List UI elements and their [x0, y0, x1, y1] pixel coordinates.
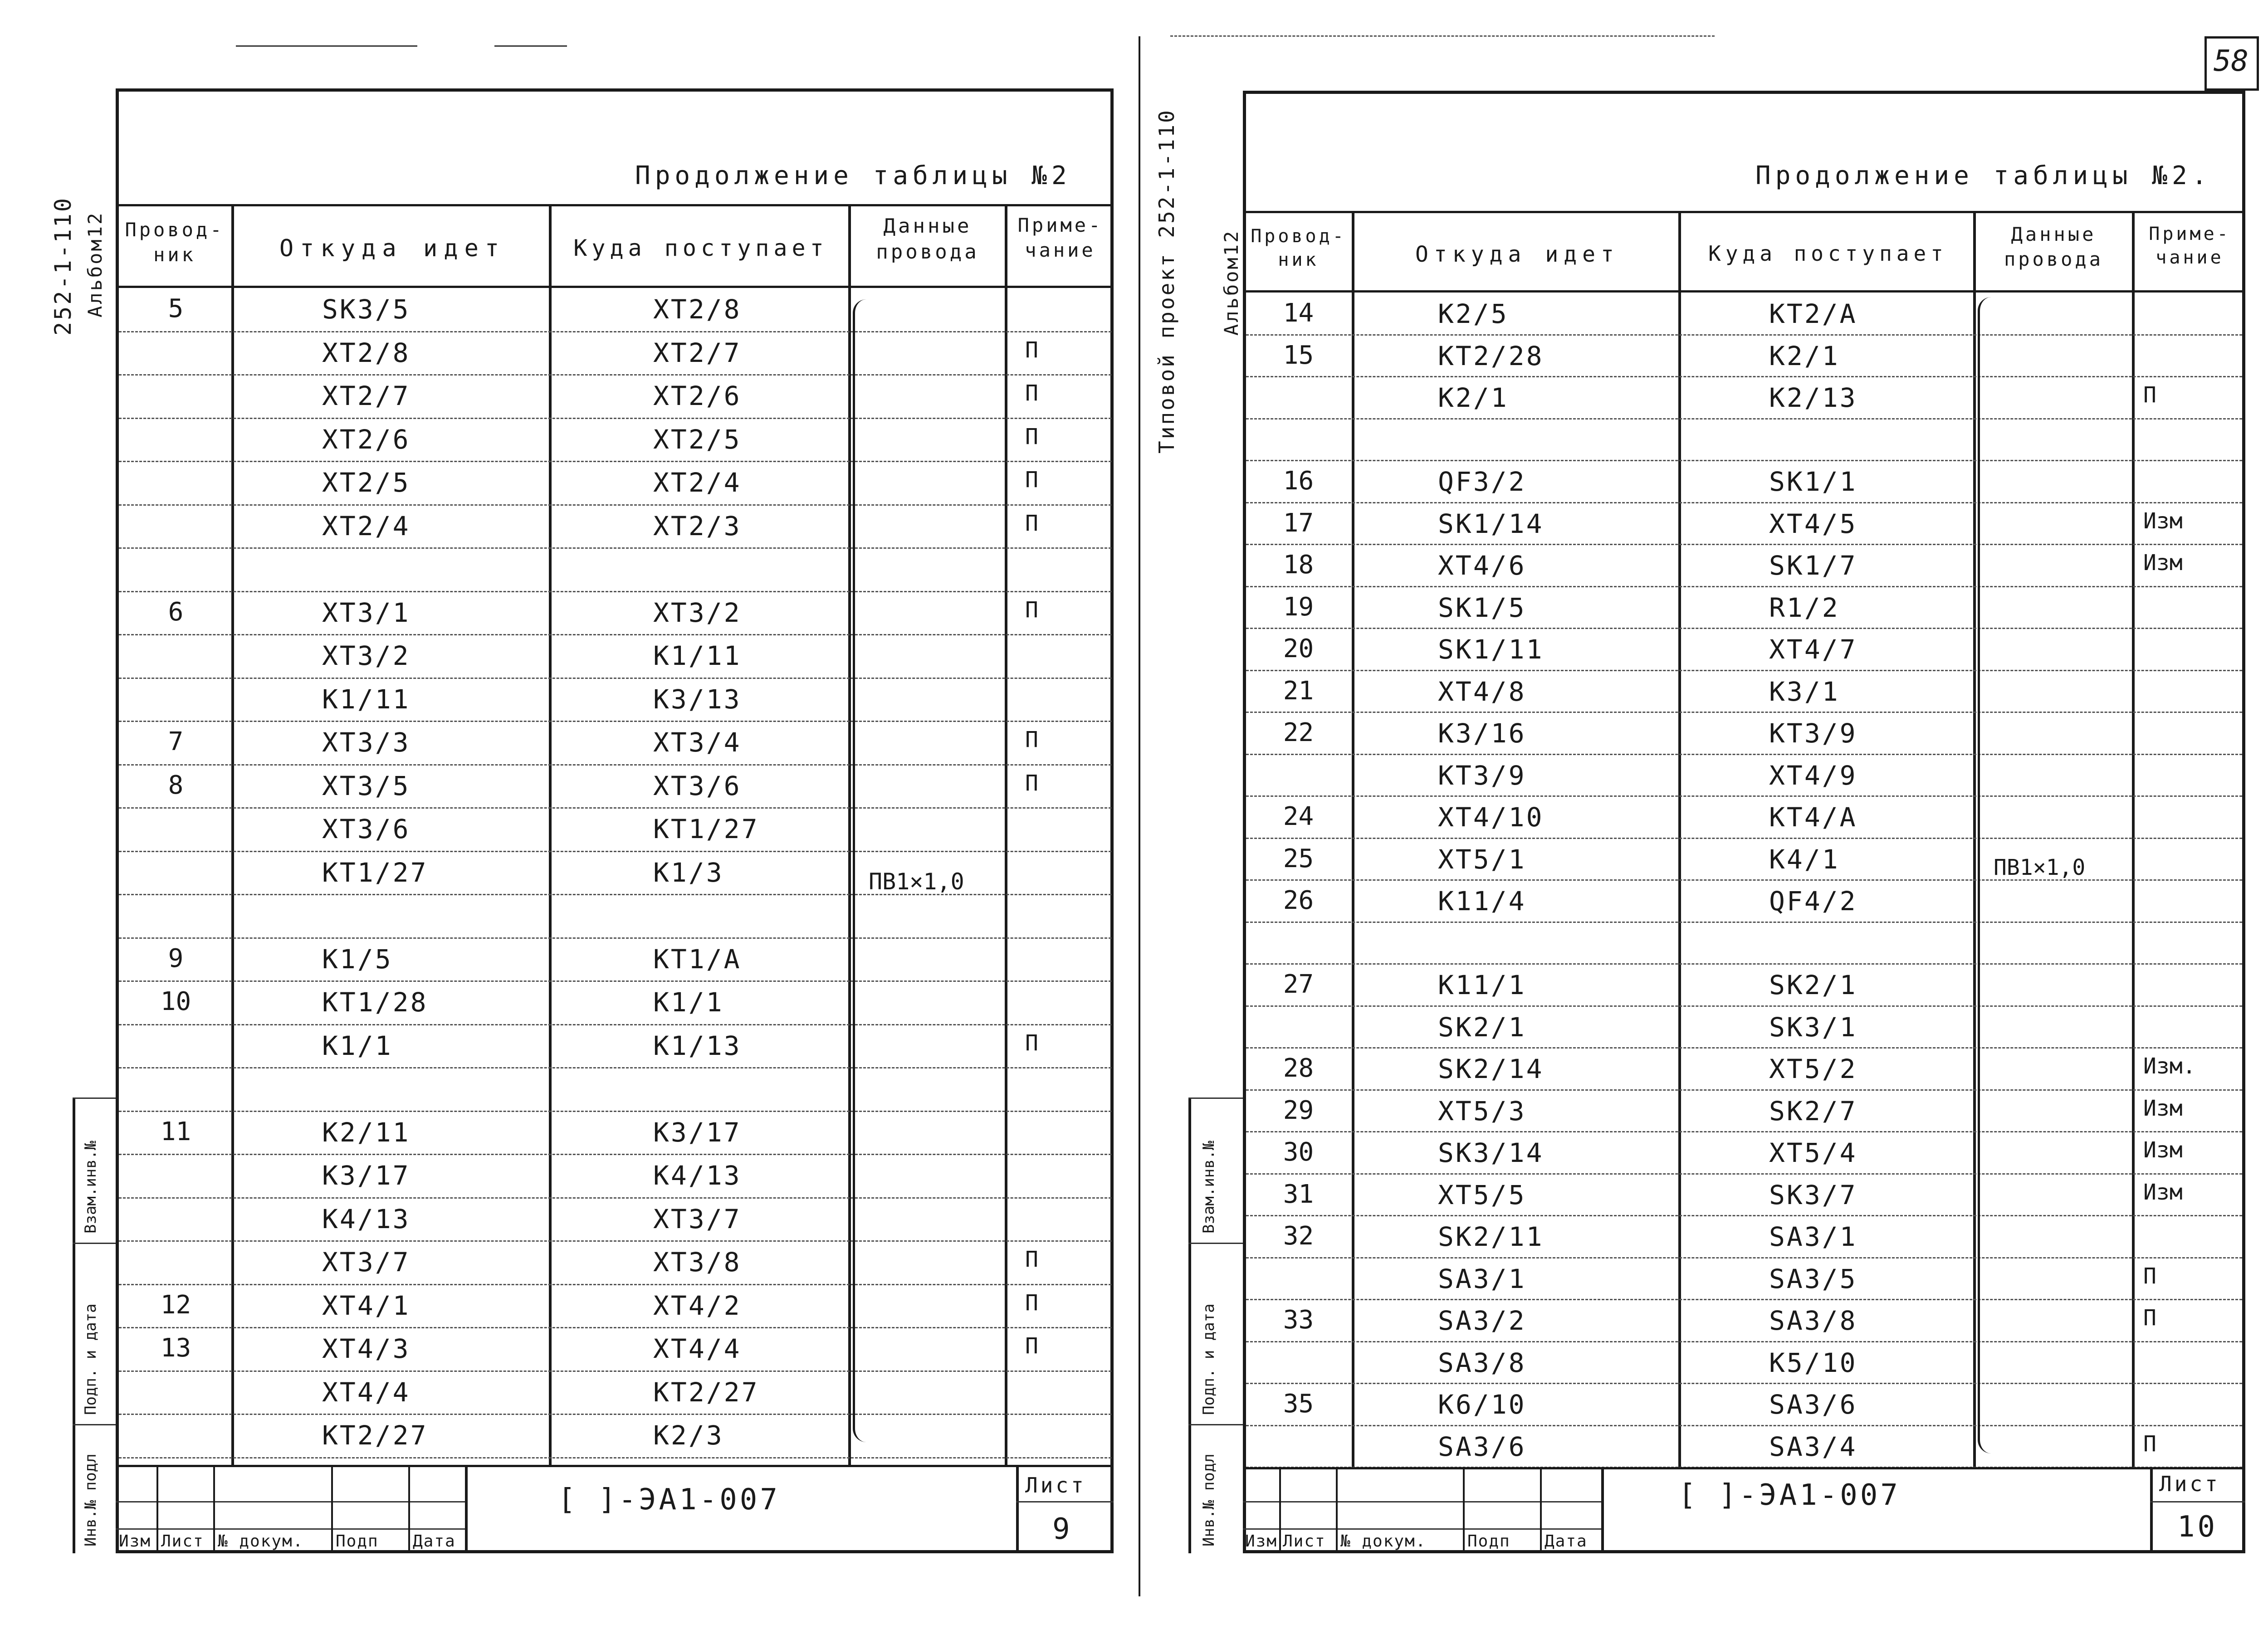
to-terminal: XT4/9 — [1769, 760, 1857, 791]
wire-number: 22 — [1283, 718, 1314, 747]
from-terminal: K2/11 — [322, 1117, 411, 1148]
right-wire-data: ПВ1×1,0 — [1994, 855, 2086, 880]
to-terminal: KT1/A — [653, 943, 742, 975]
wire-number: 29 — [1283, 1095, 1314, 1125]
wire-number: 31 — [1283, 1179, 1314, 1209]
left-tb-sheet: Лист — [161, 1532, 204, 1551]
note-mark: П — [1025, 510, 1038, 536]
right-tb-date: Дата — [1545, 1532, 1588, 1551]
from-terminal: XT3/2 — [322, 640, 411, 671]
note-mark: П — [1025, 424, 1038, 449]
left-tb-change: Изм — [119, 1532, 152, 1551]
wire-number: 12 — [160, 1290, 191, 1320]
wire-number: 10 — [160, 987, 191, 1016]
right-side-album: Альбом12 — [1220, 229, 1242, 336]
right-header-data: Данные провода — [2004, 223, 2103, 270]
to-terminal: SK2/1 — [1769, 970, 1857, 1000]
wire-number: 6 — [168, 597, 184, 627]
note-mark: П — [2143, 1305, 2156, 1331]
note-mark: П — [1025, 1030, 1038, 1056]
wire-number: 35 — [1283, 1389, 1314, 1419]
wire-number: 20 — [1283, 634, 1314, 663]
from-terminal: K4/13 — [322, 1203, 411, 1234]
from-terminal: K11/1 — [1438, 970, 1526, 1000]
to-terminal: KT1/27 — [653, 814, 759, 844]
from-terminal: SA3/2 — [1438, 1305, 1526, 1336]
wire-number: 24 — [1283, 802, 1314, 831]
to-terminal: SA3/8 — [1769, 1305, 1857, 1336]
from-terminal: K1/1 — [322, 1030, 393, 1061]
to-terminal: XT2/5 — [653, 424, 742, 455]
left-stamp-sign: Подп. и дата — [82, 1303, 100, 1415]
right-header-note: Приме-чание — [2149, 224, 2231, 268]
right-sheet-number: 10 — [2177, 1510, 2218, 1544]
to-terminal: KT4/A — [1769, 802, 1857, 833]
left-frame — [116, 88, 1114, 1553]
note-mark: П — [1025, 467, 1038, 493]
from-terminal: XT3/3 — [322, 727, 411, 758]
from-terminal: SA3/8 — [1438, 1347, 1526, 1378]
from-terminal: SK1/5 — [1438, 592, 1526, 623]
to-terminal: XT3/4 — [653, 727, 742, 758]
from-terminal: XT3/1 — [322, 597, 411, 628]
from-terminal: XT4/1 — [322, 1290, 411, 1321]
right-tb-sign: Подп — [1467, 1532, 1510, 1551]
note-mark: Изм — [2143, 1095, 2183, 1121]
wire-number: 17 — [1283, 508, 1314, 538]
from-terminal: XT2/8 — [322, 337, 411, 368]
wire-number: 19 — [1283, 592, 1314, 622]
to-terminal: SA3/5 — [1769, 1263, 1857, 1294]
from-terminal: SK2/14 — [1438, 1054, 1544, 1084]
to-terminal: XT4/2 — [653, 1290, 742, 1321]
to-terminal: SA3/4 — [1769, 1431, 1857, 1462]
from-terminal: K1/11 — [322, 683, 411, 715]
to-terminal: K4/1 — [1769, 844, 1840, 875]
to-terminal: SK1/7 — [1769, 550, 1857, 581]
note-mark: П — [1025, 380, 1038, 406]
to-terminal: K3/1 — [1769, 676, 1840, 707]
note-mark: П — [2143, 382, 2156, 408]
wire-number: 14 — [1283, 298, 1314, 328]
to-terminal: R1/2 — [1769, 592, 1840, 623]
wire-number: 26 — [1283, 886, 1314, 915]
left-sheet-number: 9 — [1052, 1512, 1073, 1546]
from-terminal: XT3/5 — [322, 770, 411, 801]
to-terminal: K1/3 — [653, 857, 724, 888]
to-terminal: KT2/27 — [653, 1376, 759, 1408]
to-terminal: K2/13 — [1769, 382, 1857, 413]
wire-number: 27 — [1283, 970, 1314, 999]
right-side-code: Типовой проект 252-1-110 — [1154, 108, 1179, 454]
wire-number: 16 — [1283, 466, 1314, 496]
from-terminal: XT4/4 — [322, 1376, 411, 1408]
wire-number: 33 — [1283, 1305, 1314, 1335]
to-terminal: K5/10 — [1769, 1347, 1857, 1378]
note-mark: П — [1025, 597, 1038, 623]
left-header-note: Приме-чание — [1017, 214, 1103, 261]
wire-number: 11 — [160, 1117, 191, 1146]
to-terminal: XT4/7 — [1769, 634, 1857, 665]
from-terminal: XT4/10 — [1438, 802, 1544, 833]
left-header-wire: Провод-ник — [125, 219, 225, 266]
from-terminal: XT2/5 — [322, 467, 411, 498]
right-stamp-sign: Подп. и дата — [1200, 1303, 1218, 1415]
from-terminal: KT2/28 — [1438, 340, 1544, 371]
to-terminal: XT2/3 — [653, 510, 742, 541]
left-header-data: Данные провода — [876, 215, 979, 264]
from-terminal: XT2/7 — [322, 380, 411, 411]
wire-number: 30 — [1283, 1137, 1314, 1167]
from-terminal: XT5/1 — [1438, 844, 1526, 875]
from-terminal: KT2/27 — [322, 1420, 428, 1451]
wire-number: 15 — [1283, 340, 1314, 370]
wire-number: 21 — [1283, 676, 1314, 706]
to-terminal: XT2/4 — [653, 467, 742, 498]
from-terminal: SK2/11 — [1438, 1221, 1544, 1252]
wire-number: 8 — [168, 770, 184, 800]
from-terminal: XT3/6 — [322, 814, 411, 844]
to-terminal: XT2/8 — [653, 294, 742, 325]
right-header-from: Откуда идет — [1415, 242, 1619, 267]
from-terminal: SK2/1 — [1438, 1011, 1526, 1043]
right-header-to: Куда поступает — [1708, 241, 1948, 266]
to-terminal: SK3/7 — [1769, 1179, 1857, 1210]
to-terminal: SK2/7 — [1769, 1095, 1857, 1127]
left-sheet-label: Лист — [1025, 1473, 1086, 1497]
from-terminal: K2/5 — [1438, 298, 1509, 329]
from-terminal: KT3/9 — [1438, 760, 1526, 791]
wire-number: 5 — [168, 294, 184, 323]
to-terminal: SA3/6 — [1769, 1389, 1857, 1420]
to-terminal: XT5/4 — [1769, 1137, 1857, 1168]
right-header-wire: Провод-ник — [1251, 226, 1346, 270]
right-sheet-label: Лист — [2159, 1472, 2220, 1496]
note-mark: П — [1025, 1333, 1038, 1359]
from-terminal: K6/10 — [1438, 1389, 1526, 1420]
to-terminal: K3/17 — [653, 1117, 742, 1148]
to-terminal: XT3/7 — [653, 1203, 742, 1234]
to-terminal: XT4/4 — [653, 1333, 742, 1364]
left-header-to: Куда поступает — [573, 235, 828, 261]
left-stamp-inv: Инв.№ подл — [82, 1454, 100, 1546]
from-terminal: XT2/6 — [322, 424, 411, 455]
note-mark: Изм — [2143, 1179, 2183, 1205]
from-terminal: SK1/11 — [1438, 634, 1544, 665]
wire-number: 32 — [1283, 1221, 1314, 1251]
from-terminal: K3/17 — [322, 1160, 411, 1191]
from-terminal: K2/1 — [1438, 382, 1509, 413]
wire-number: 28 — [1283, 1054, 1314, 1083]
to-terminal: K2/3 — [653, 1420, 724, 1451]
wire-number: 9 — [168, 943, 184, 973]
left-wire-data: ПВ1×1,0 — [869, 868, 964, 895]
from-terminal: QF3/2 — [1438, 466, 1526, 497]
from-terminal: XT3/7 — [322, 1247, 411, 1278]
from-terminal: K3/16 — [1438, 718, 1526, 749]
note-mark: П — [1025, 1247, 1038, 1272]
to-terminal: XT3/2 — [653, 597, 742, 628]
wire-number: 13 — [160, 1333, 191, 1363]
note-mark: Изм — [2143, 1137, 2183, 1163]
from-terminal: SK1/14 — [1438, 508, 1544, 539]
note-mark: П — [1025, 1290, 1038, 1316]
from-terminal: KT1/27 — [322, 857, 428, 888]
note-mark: Изм — [2143, 550, 2183, 576]
right-stamp-inv: Инв.№ подл — [1200, 1454, 1218, 1546]
note-mark: П — [2143, 1263, 2156, 1289]
to-terminal: XT2/7 — [653, 337, 742, 368]
left-side-album: Альбом12 — [84, 211, 106, 317]
to-terminal: K3/13 — [653, 683, 742, 715]
right-doc-code: [ ]-ЭА1-007 — [1678, 1478, 1901, 1512]
right-tb-docno: № докум. — [1340, 1532, 1427, 1551]
left-table-title: Продолжение таблицы №2 — [635, 161, 1071, 190]
to-terminal: SK3/1 — [1769, 1011, 1857, 1043]
to-terminal: QF4/2 — [1769, 886, 1857, 917]
to-terminal: XT3/6 — [653, 770, 742, 801]
to-terminal: K1/11 — [653, 640, 742, 671]
to-terminal: KT2/A — [1769, 298, 1857, 329]
note-mark: П — [2143, 1431, 2156, 1457]
left-stamp-replace: Взам.инв.№ — [82, 1141, 100, 1234]
to-terminal: XT4/5 — [1769, 508, 1857, 539]
from-terminal: SK3/5 — [322, 294, 411, 325]
left-tb-sign: Подп — [336, 1532, 379, 1551]
left-side-code: 252-1-110 — [50, 196, 76, 336]
to-terminal: K1/1 — [653, 987, 724, 1018]
note-mark: П — [1025, 337, 1038, 363]
to-terminal: K2/1 — [1769, 340, 1840, 371]
left-header-from: Откуда идет — [279, 235, 506, 262]
to-terminal: SA3/1 — [1769, 1221, 1857, 1252]
from-terminal: XT4/3 — [322, 1333, 411, 1364]
to-terminal: K4/13 — [653, 1160, 742, 1191]
left-tb-date: Дата — [413, 1532, 456, 1551]
from-terminal: XT5/3 — [1438, 1095, 1526, 1127]
to-terminal: KT3/9 — [1769, 718, 1857, 749]
from-terminal: XT4/6 — [1438, 550, 1526, 581]
page-number: 58 — [2214, 44, 2249, 78]
wire-number: 18 — [1283, 550, 1314, 580]
from-terminal: KT1/28 — [322, 987, 428, 1018]
from-terminal: XT5/5 — [1438, 1179, 1526, 1210]
from-terminal: K11/4 — [1438, 886, 1526, 917]
right-tb-change: Изм — [1245, 1532, 1278, 1551]
to-terminal: XT5/2 — [1769, 1054, 1857, 1084]
right-tb-sheet: Лист — [1283, 1532, 1326, 1551]
from-terminal: XT2/4 — [322, 510, 411, 541]
wire-number: 25 — [1283, 844, 1314, 873]
right-table-title: Продолжение таблицы №2. — [1755, 161, 2212, 190]
from-terminal: SK3/14 — [1438, 1137, 1544, 1168]
note-mark: П — [1025, 770, 1038, 796]
from-terminal: SA3/6 — [1438, 1431, 1526, 1462]
to-terminal: K1/13 — [653, 1030, 742, 1061]
to-terminal: XT3/8 — [653, 1247, 742, 1278]
right-stamp-replace: Взам.инв.№ — [1200, 1141, 1218, 1234]
note-mark: Изм. — [2143, 1054, 2196, 1079]
from-terminal: XT4/8 — [1438, 676, 1526, 707]
note-mark: Изм — [2143, 508, 2183, 534]
to-terminal: SK1/1 — [1769, 466, 1857, 497]
note-mark: П — [1025, 727, 1038, 752]
left-tb-docno: № докум. — [218, 1532, 304, 1551]
to-terminal: XT2/6 — [653, 380, 742, 411]
from-terminal: SA3/1 — [1438, 1263, 1526, 1294]
wire-number: 7 — [168, 727, 184, 756]
left-doc-code: [ ]-ЭА1-007 — [558, 1483, 780, 1517]
from-terminal: K1/5 — [322, 943, 393, 975]
right-frame — [1243, 91, 2245, 1553]
